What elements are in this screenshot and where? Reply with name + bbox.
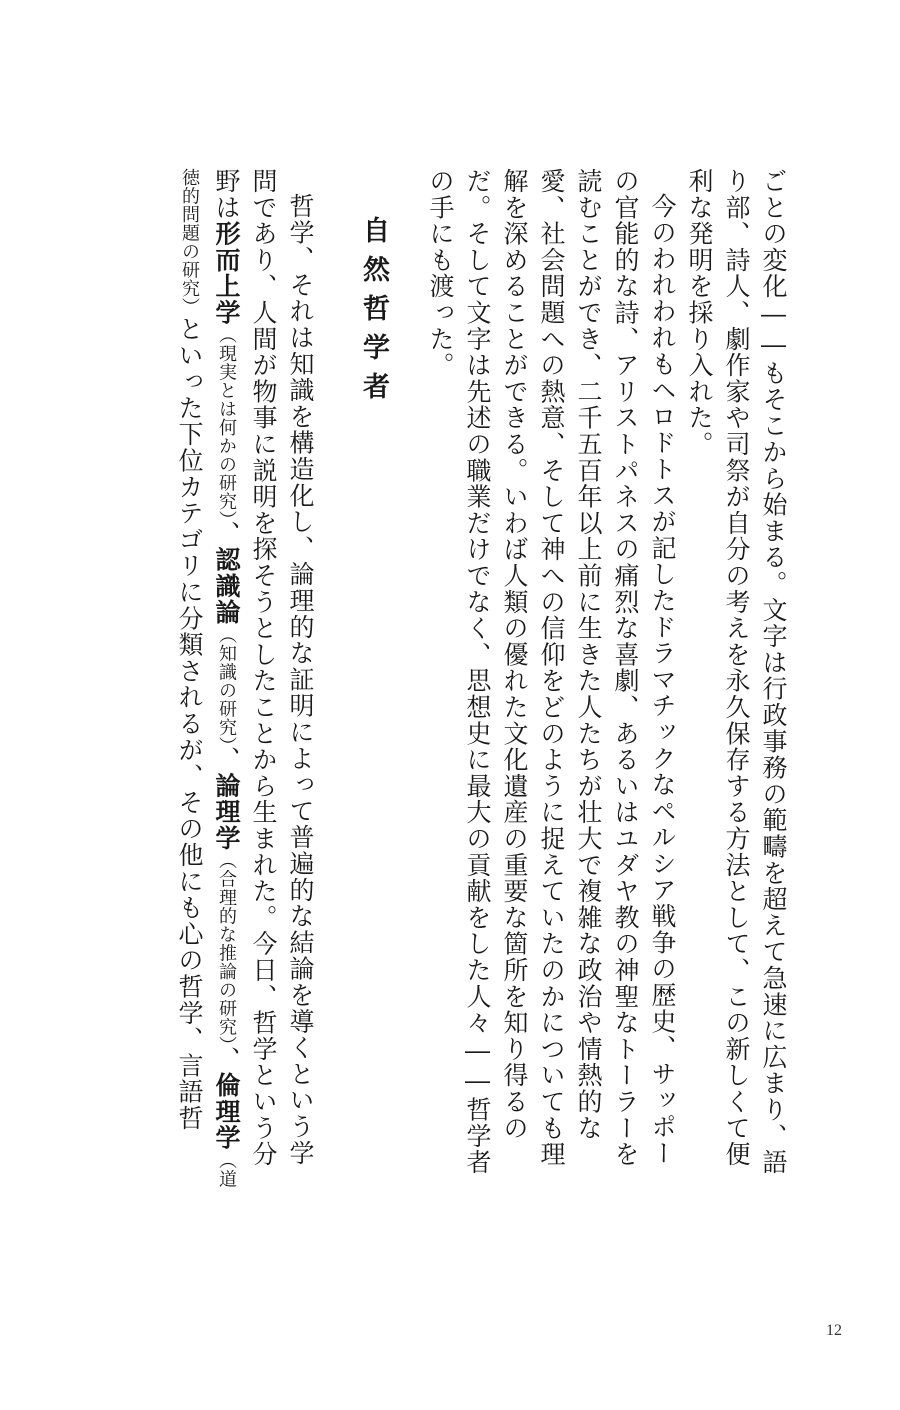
paragraph-3 <box>171 168 319 1188</box>
term-epistemology: 認識論 <box>212 546 241 626</box>
term-ethics: 倫理学 <box>212 1072 241 1151</box>
separator: 、 <box>212 1045 241 1073</box>
term-metaphysics: 形而上学 <box>212 220 241 326</box>
vertical-text-body <box>112 168 792 1188</box>
note-epistemology: （知識の研究） <box>216 625 237 747</box>
note-metaphysics: （現実とは何かの研究） <box>216 325 237 521</box>
page-number: 12 <box>826 1322 842 1339</box>
term-logic: 論理学 <box>212 772 241 852</box>
separator: 、 <box>212 746 241 773</box>
note-ethics: （道徳的問題の研究） <box>179 168 237 1188</box>
paragraph-2: 今のわれわれもヘロドトスが記したドラマチックなペルシア戦争の歴史、サッポーの官能的な詩、アリストパネスの痛烈な喜劇、あるいはユダヤ教の神聖なトーラーを読むことができ、二千五百年以上前に生きた人たちが壮大で複雑な政治や情熱的な愛、社会問題への熱意、そして神への信仰をどのように捉えていたのかについても理解を深めることができる。いわば人類の優れた文化遺産の重要な箇所を知り得るのだ。そして文字は先述の職業だけでなく、思想史に最大の貢献をした人々――哲学者の手にも渡った。 <box>426 168 677 1176</box>
note-logic: （合理的な推論の研究） <box>216 851 237 1046</box>
paragraph-3-intro: 哲学、それは知識を構造化し、論理的な証明によって普遍的な結論を導くという学問であり、人間が物事に説明を探そうとしたことから生まれた。今日、哲学という分野は <box>212 168 315 1168</box>
paragraph-3-outro: といった下位カテゴリに分類されるが、その他にも心の哲学、言語哲 <box>175 316 204 1132</box>
paragraph-1: ごとの変化――もそこから始まる。文字は行政事務の範疇を超えて急速に広まり、語り部、詩人、劇作家や司祭が自分の考えを永久保存する方法として、この新しくて便利な発明を採り入れた。 <box>685 168 788 1176</box>
section-heading: 自然哲学者 <box>358 216 389 411</box>
separator: 、 <box>212 520 241 547</box>
